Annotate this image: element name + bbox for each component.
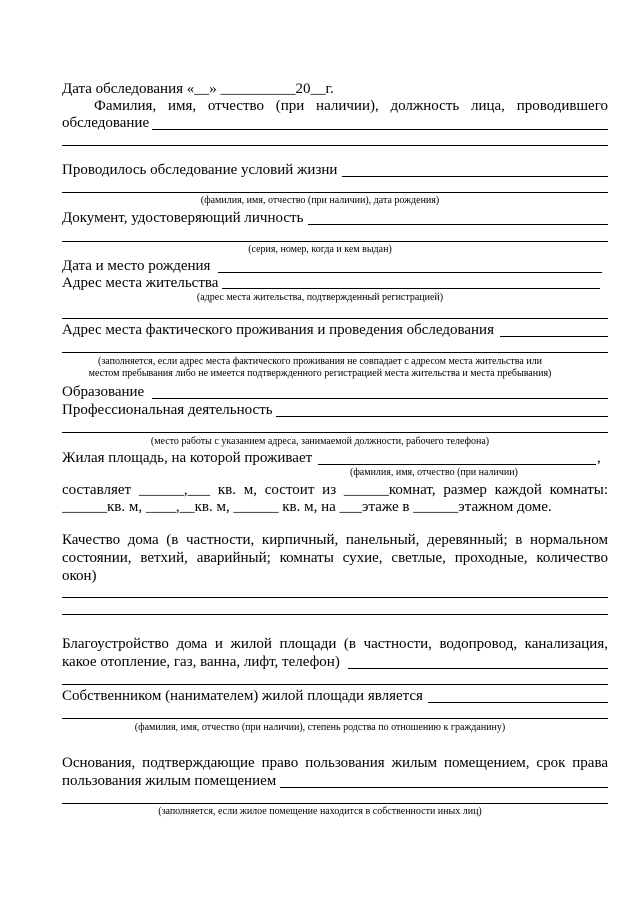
house-quality-line-2: состоянии, ветхий, аварийный; комнаты сухие, светлые, проходные, количество (62, 550, 608, 566)
subject-caption: (фамилия, имя, отчество (при наличии), дата рождения) (200, 195, 440, 206)
subject-field[interactable] (342, 176, 608, 177)
residence-field-line-2[interactable] (62, 318, 608, 319)
subject-label: Проводилось обследование условий жизни (62, 162, 338, 178)
id-document-label: Документ, удостоверяющий личность (62, 210, 304, 226)
birth-field[interactable] (218, 272, 602, 273)
living-space-comma: , (597, 450, 601, 466)
inspector-line: Фамилия, имя, отчество (при наличии), должность лица, проводившего (94, 98, 608, 114)
actual-address-caption-2: местом пребывания либо не имеется подтвержденного регистрацией места жительства и места пребывания) (88, 368, 552, 379)
occupation-field[interactable] (276, 416, 608, 417)
residence-label: Адрес места жительства (62, 275, 219, 291)
residence-field[interactable] (222, 288, 600, 289)
grounds-line-2: пользования жилым помещением (62, 773, 277, 789)
actual-address-field[interactable] (500, 336, 608, 337)
owner-label: Собственником (нанимателем) жилой площади является (62, 688, 423, 704)
living-space-field[interactable] (318, 464, 596, 465)
actual-address-field-line-2[interactable] (62, 352, 608, 353)
birth-label: Дата и место рождения (62, 258, 211, 274)
grounds-caption: (заполняется, если жилое помещение находится в собственности иных лиц) (158, 806, 482, 817)
house-quality-field-1[interactable] (62, 597, 608, 598)
subject-field-line-2[interactable] (62, 192, 608, 193)
living-space-caption: (фамилия, имя, отчество (при наличии) (350, 467, 518, 478)
living-space-label: Жилая площадь, на которой проживает (62, 450, 313, 466)
occupation-caption: (место работы с указанием адреса, занимаемой должности, рабочего телефона) (150, 436, 490, 447)
house-quality-line-3: окон) (62, 568, 97, 584)
amenities-field-line-2[interactable] (62, 684, 608, 685)
area-line-2: ______кв. м, ____,__кв. м, ______ кв. м, на ___этаже в ______этажном доме. (62, 499, 552, 515)
amenities-field[interactable] (348, 668, 608, 669)
grounds-line-1: Основания, подтверждающие право пользования жилым помещением, срок права (62, 755, 608, 771)
education-field[interactable] (152, 398, 608, 399)
id-document-field[interactable] (308, 224, 608, 225)
occupation-label: Профессиональная деятельность (62, 402, 273, 418)
inspection-date-line: Дата обследования «__» __________20__г. (62, 81, 334, 97)
grounds-field-line-2[interactable] (62, 803, 608, 804)
owner-caption: (фамилия, имя, отчество (при наличии), степень родства по отношению к гражданину) (134, 722, 506, 733)
house-quality-field-2[interactable] (62, 614, 608, 615)
inspector-label: обследование (62, 115, 150, 131)
grounds-field[interactable] (280, 787, 608, 788)
owner-field-line-2[interactable] (62, 718, 608, 719)
amenities-line-1: Благоустройство дома и жилой площади (в частности, водопровод, канализация, (62, 636, 608, 652)
inspector-field-line-2[interactable] (62, 145, 608, 146)
education-label: Образование (62, 384, 145, 400)
area-line-1: составляет ______,___ кв. м, состоит из ______комнат, размер каждой комнаты: (62, 482, 608, 498)
inspector-field[interactable] (152, 129, 608, 130)
amenities-line-2: какое отопление, газ, ванна, лифт, телефон) (62, 654, 340, 670)
owner-field[interactable] (428, 702, 608, 703)
id-document-caption: (серия, номер, когда и кем выдан) (248, 244, 392, 255)
residence-caption: (адрес места жительства, подтвержденный регистрацией) (196, 292, 444, 303)
house-quality-line-1: Качество дома (в частности, кирпичный, панельный, деревянный; в нормальном (62, 532, 608, 548)
id-document-field-line-2[interactable] (62, 241, 608, 242)
occupation-field-line-2[interactable] (62, 432, 608, 433)
actual-address-label: Адрес места фактического проживания и проведения обследования (62, 322, 494, 338)
actual-address-caption-1: (заполняется, если адрес места фактического проживания не совпадает с адресом места жительства или (98, 356, 542, 367)
